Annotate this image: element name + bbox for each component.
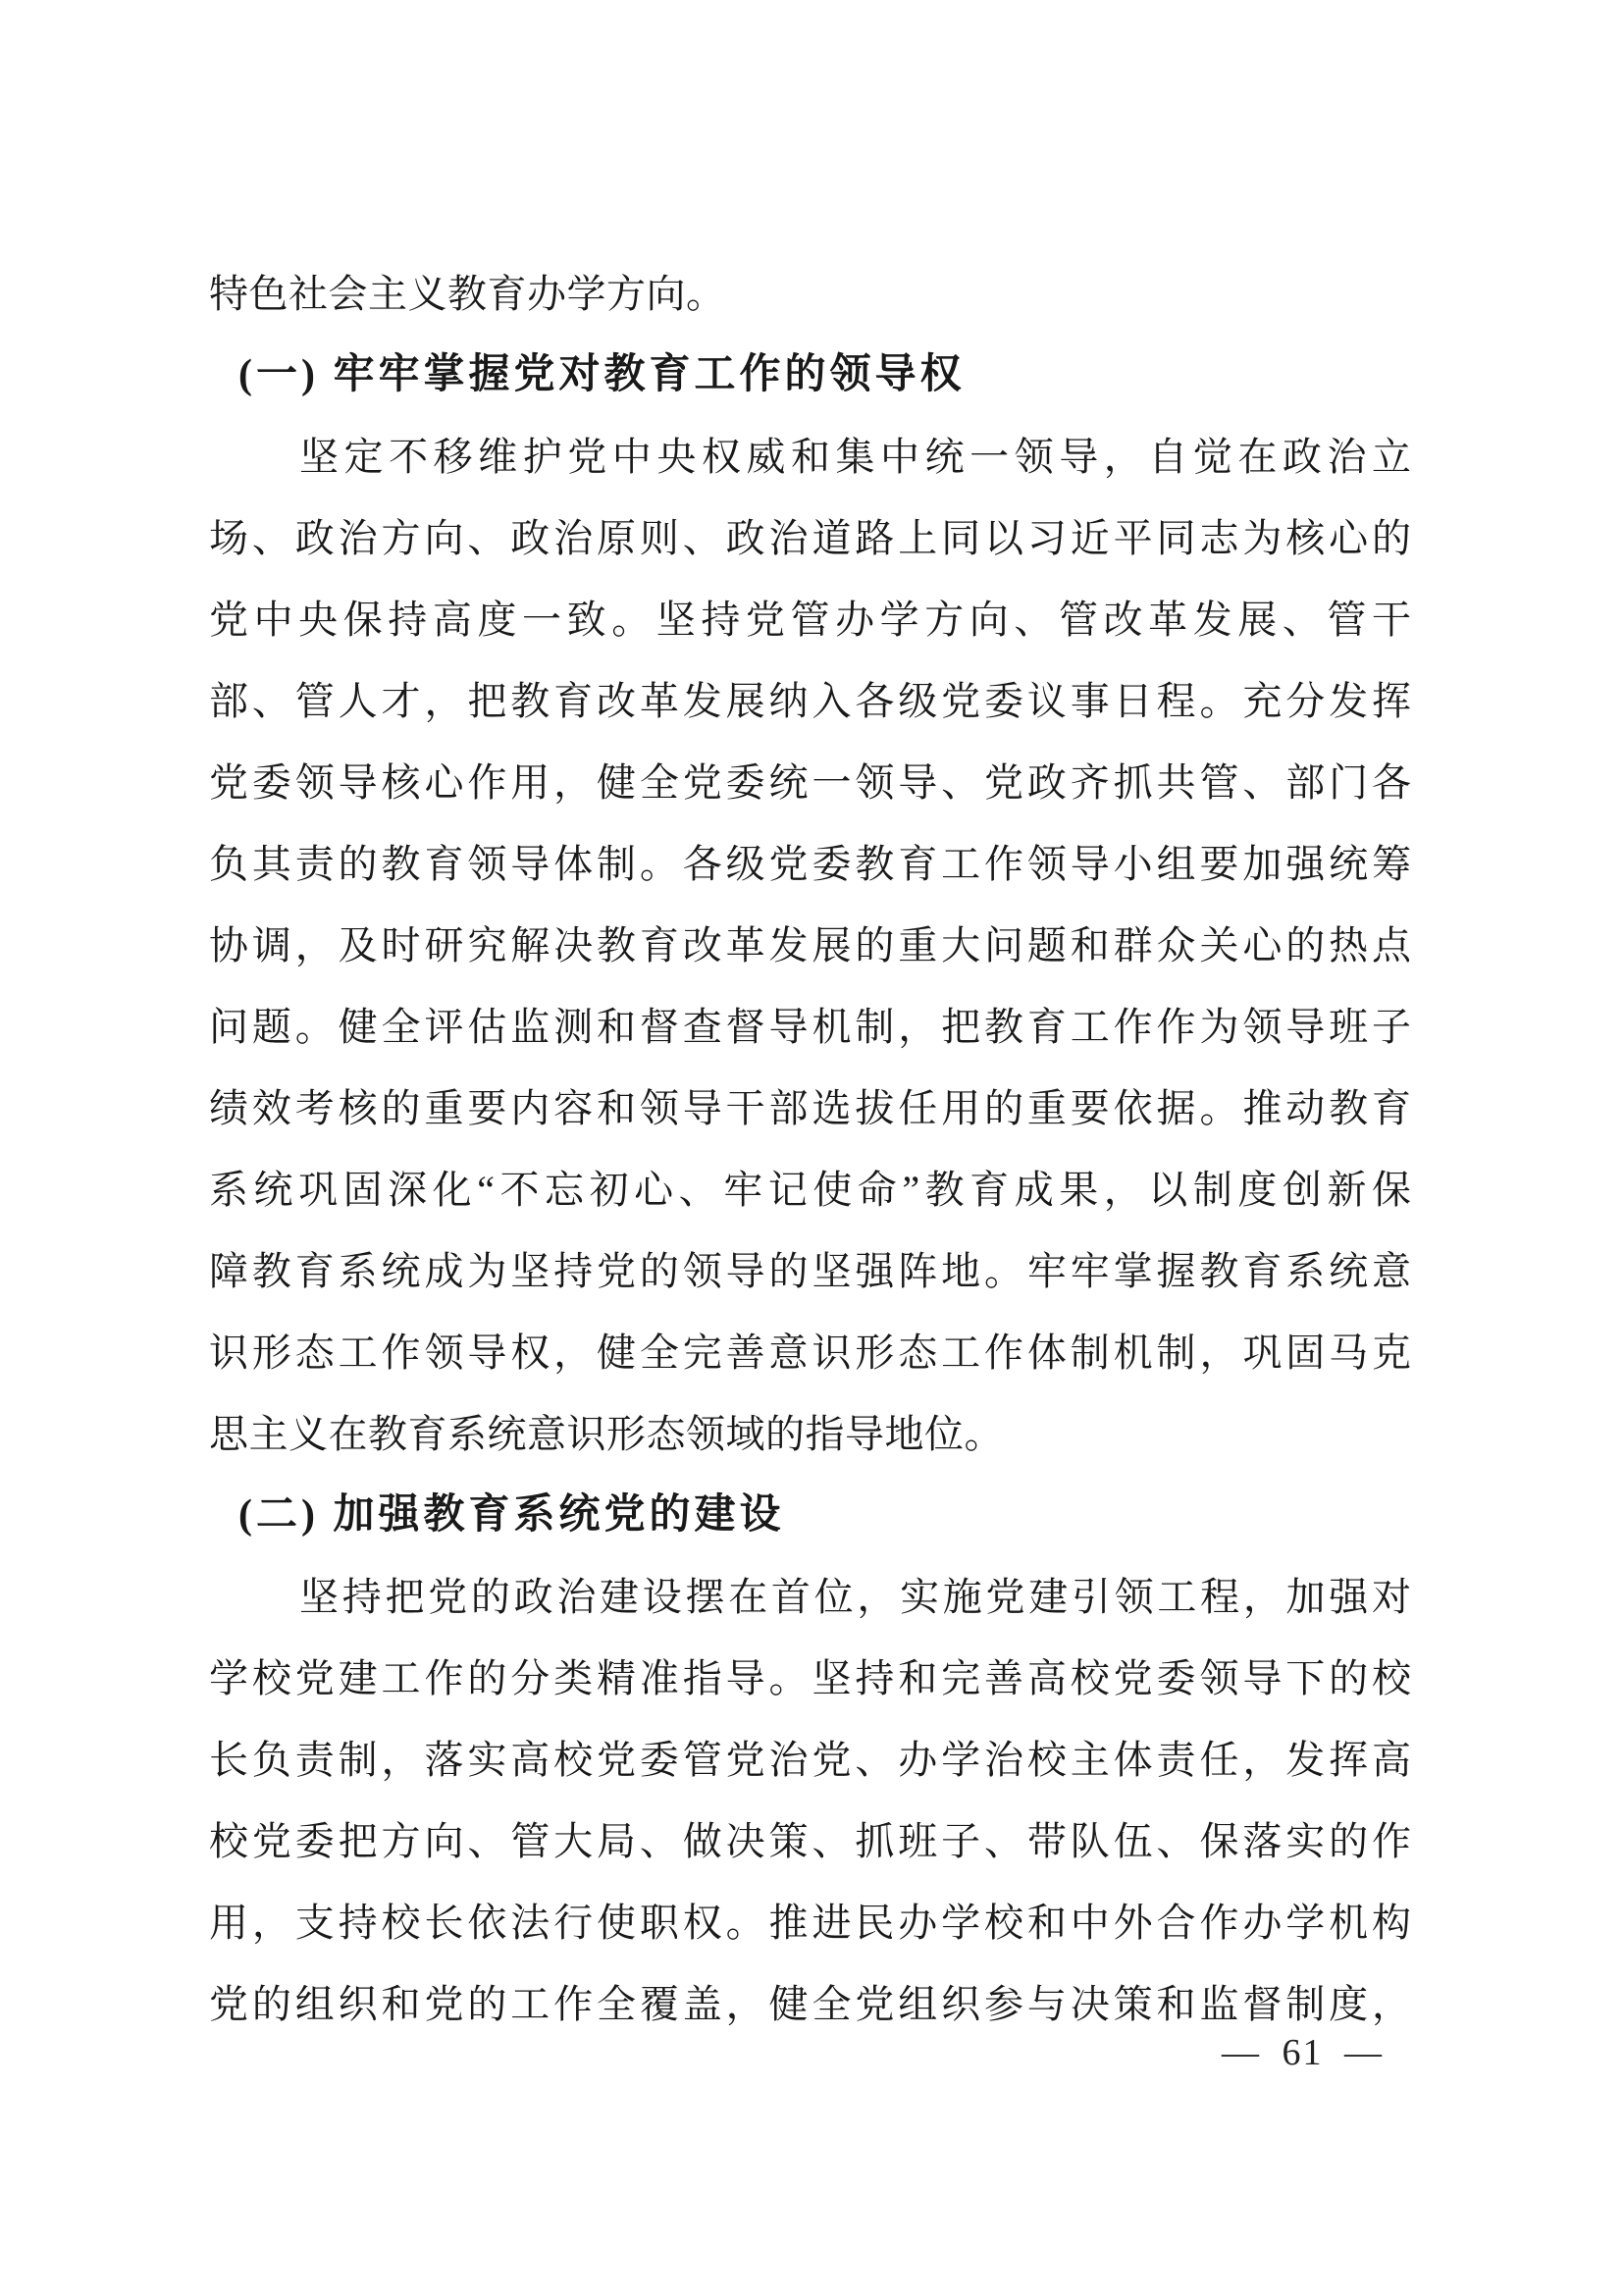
- body-line: 思主义在教育系统意识形态领域的指导地位。: [209, 1412, 1004, 1456]
- body-line: 障教育系统成为坚持党的领导的坚强阵地。牢牢掌握教育系统意: [209, 1249, 1411, 1293]
- body-line: 系统巩固深化“不忘初心、牢记使命”教育成果，以制度创新保: [209, 1168, 1411, 1212]
- body-line: 问题。健全评估监测和督查督导机制，把教育工作作为领导班子: [209, 1005, 1411, 1049]
- body-line: 坚持把党的政治建设摆在首位，实施党建引领工程，加强对: [299, 1575, 1411, 1619]
- body-line: 协调，及时研究解决教育改革发展的重大问题和群众关心的热点: [209, 923, 1411, 967]
- section-heading: (一) 牢牢掌握党对教育工作的领导权: [238, 352, 966, 397]
- body-line: 党的组织和党的工作全覆盖，健全党组织参与决策和监督制度，: [209, 1982, 1411, 2026]
- page-number: — 61 —: [1222, 2032, 1384, 2073]
- section-heading: (二) 加强教育系统党的建设: [238, 1492, 785, 1538]
- body-line: 负其责的教育领导体制。各级党委教育工作领导小组要加强统筹: [209, 842, 1411, 886]
- body-line: 特色社会主义教育办学方向。: [209, 272, 726, 316]
- body-line: 部、管人才，把教育改革发展纳入各级党委议事日程。充分发挥: [209, 679, 1411, 723]
- body-line: 校党委把方向、管大局、做决策、抓班子、带队伍、保落实的作: [209, 1819, 1411, 1863]
- body-line: 长负责制，落实高校党委管党治党、办学治校主体责任，发挥高: [209, 1738, 1411, 1782]
- body-line: 用，支持校长依法行使职权。推进民办学校和中外合作办学机构: [209, 1901, 1411, 1945]
- body-line: 绩效考核的重要内容和领导干部选拔任用的重要依据。推动教育: [209, 1086, 1411, 1130]
- body-line: 识形态工作领导权，健全完善意识形态工作体制机制，巩固马克: [209, 1331, 1411, 1375]
- body-line: 场、政治方向、政治原则、政治道路上同以习近平同志为核心的: [209, 516, 1411, 560]
- body-line: 坚定不移维护党中央权威和集中统一领导，自觉在政治立: [299, 435, 1411, 479]
- body-line: 党中央保持高度一致。坚持党管办学方向、管改革发展、管干: [209, 598, 1411, 642]
- document-text-block: [209, 253, 1411, 2045]
- body-line: 学校党建工作的分类精准指导。坚持和完善高校党委领导下的校: [209, 1656, 1411, 1700]
- body-line: 党委领导核心作用，健全党委统一领导、党政齐抓共管、部门各: [209, 760, 1411, 805]
